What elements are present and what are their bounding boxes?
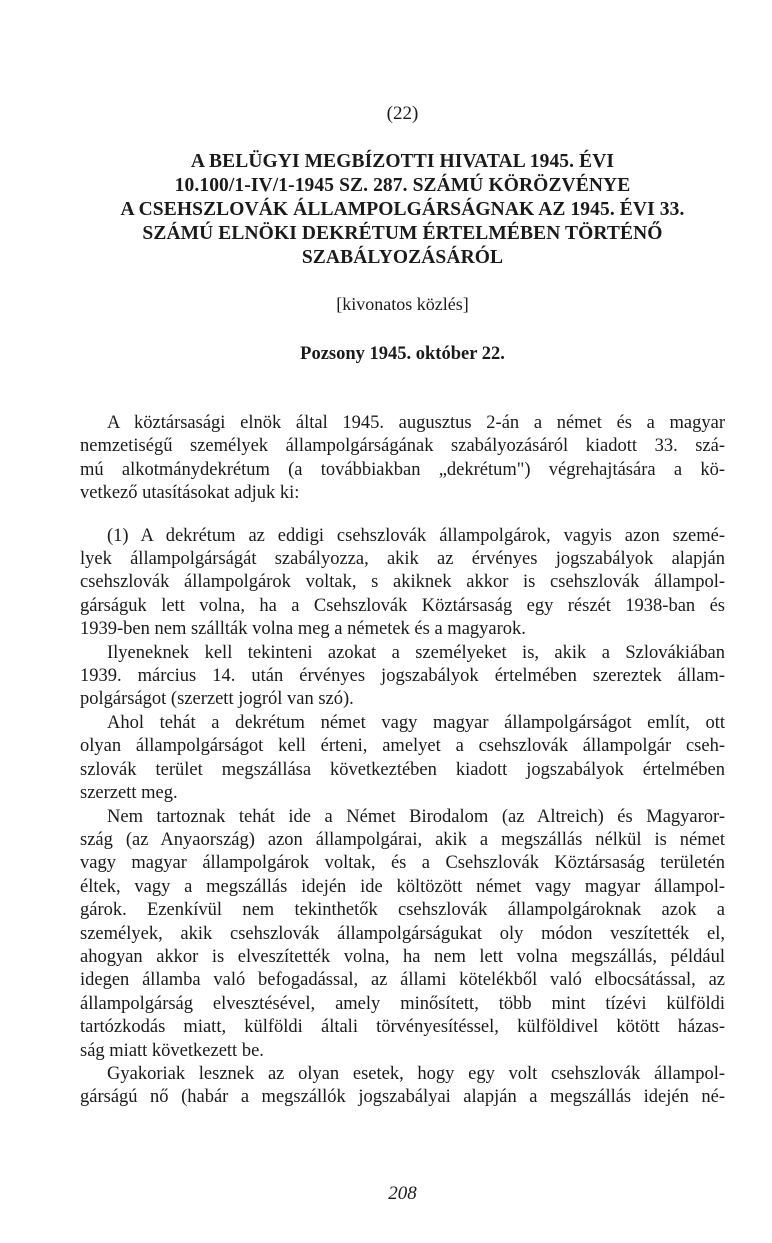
document-title [80, 150, 725, 270]
text-line: gárságú nő (habár a megszállók jogszabályai alapján a megszállás idején né- [80, 1087, 725, 1108]
title-line: 10.100/1-IV/1-1945 SZ. 287. SZÁMÚ KÖRÖZVÉNYE [174, 175, 631, 196]
text-line: gárságuk lett volna, ha a Csehszlovák Köztársaság egy részét 1938-ban és [80, 595, 725, 616]
text-line: csehszlovák állampolgárok voltak, s akiknek akkor is csehszlovák állampol- [80, 572, 725, 593]
title-line: SZÁMÚ ELNÖKI DEKRÉTUM ÉRTELMÉBEN TÖRTÉNŐ [142, 223, 663, 244]
title-line: A BELÜGYI MEGBÍZOTTI HIVATAL 1945. ÉVI [190, 151, 615, 172]
page-number: 208 [388, 1183, 417, 1204]
document-page [80, 0, 725, 1243]
text-line: mú alkotmánydekrétum (a továbbiakban „dekrétum") végrehajtására a kö- [80, 459, 725, 480]
text-line: Ahol tehát a dekrétum német vagy magyar állampolgárságot említ, ott [107, 712, 725, 733]
title-line: A CSEHSZLOVÁK ÁLLAMPOLGÁRSÁGNAK AZ 1945. ÉVI 33. [120, 199, 685, 220]
document-number: (22) [386, 103, 419, 124]
title-line: SZABÁLYOZÁSÁRÓL [301, 247, 504, 268]
text-line: szág (az Anyaország) azon állampolgárai, akik a megszállás nélkül is német [80, 829, 725, 850]
text-line: személyek, akik csehszlovák állampolgárságukat oly módon veszítették el, [80, 923, 725, 944]
text-line: Nem tartoznak tehát ide a Német Birodalom (az Altreich) és Magyaror- [107, 806, 725, 827]
section-2-paragraph [80, 642, 725, 712]
text-line: Gyakoriak lesznek az olyan esetek, hogy egy volt csehszlovák állampol- [107, 1063, 725, 1084]
document-body [80, 412, 725, 1110]
intro-paragraph [80, 412, 725, 506]
text-line: Ilyeneknek kell tekinteni azokat a személyeket is, akik a Szlovákiában [107, 642, 725, 663]
text-line: vetkező utasításokat adjuk ki: [80, 483, 300, 504]
text-line: szerzett meg. [80, 783, 178, 804]
text-line: polgárságot (szerzett jogról van szó). [80, 689, 354, 710]
text-line: éltek, vagy a megszállás idején ide költözött német vagy magyar állampol- [80, 876, 725, 897]
section-5-paragraph [80, 1063, 725, 1110]
text-line: 1939-ben nem szállták volna meg a németek és a magyarok. [80, 619, 526, 640]
document-subtitle: [kivonatos közlés] [336, 294, 469, 314]
text-line: (1) A dekrétum az eddigi csehszlovák állampolgárok, vagyis azon szemé- [107, 525, 725, 546]
text-line: nemzetiségű személyek állampolgárságának szabályozásáról kiadott 33. szá- [80, 436, 725, 457]
section-3-paragraph [80, 712, 725, 806]
text-line: ság miatt következett be. [80, 1040, 264, 1061]
text-line: gárok. Ezenkívül nem tekinthetők csehszlovák állampolgároknak azok a [80, 900, 725, 921]
text-line: ahogyan akkor is elveszítették volna, ha nem lett volna megszállás, például [80, 946, 725, 967]
text-line: lyek állampolgárságát szabályozza, akik az érvényes jogszabályok alapján [80, 549, 725, 570]
paragraph-gap [80, 506, 725, 525]
text-line: 1939. március 14. után érvényes jogszabályok értelmében szereztek állam- [80, 666, 725, 687]
text-line: olyan állampolgárságot kell érteni, amelyet a csehszlovák állampolgár cseh- [80, 736, 725, 757]
text-line: vagy magyar állampolgárok voltak, és a Csehszlovák Köztársaság területén [80, 853, 725, 874]
text-line: állampolgárság elvesztésével, amely minősített, több mint tízévi külföldi [80, 993, 725, 1014]
text-line: idegen államba való befogadással, az állami kötelékből való elbocsátással, az [80, 970, 725, 991]
text-line: tartózkodás miatt, külföldi általi törvényesítéssel, külföldivel kötött házas- [80, 1017, 725, 1038]
place-and-date: Pozsony 1945. október 22. [300, 344, 505, 364]
text-line: szlovák terület megszállása következtében kiadott jogszabályok értelmében [80, 759, 725, 780]
section-4-paragraph [80, 806, 725, 1063]
text-line: A köztársasági elnök által 1945. augusztus 2-án a német és a magyar [107, 413, 725, 433]
section-1-paragraph [80, 525, 725, 642]
